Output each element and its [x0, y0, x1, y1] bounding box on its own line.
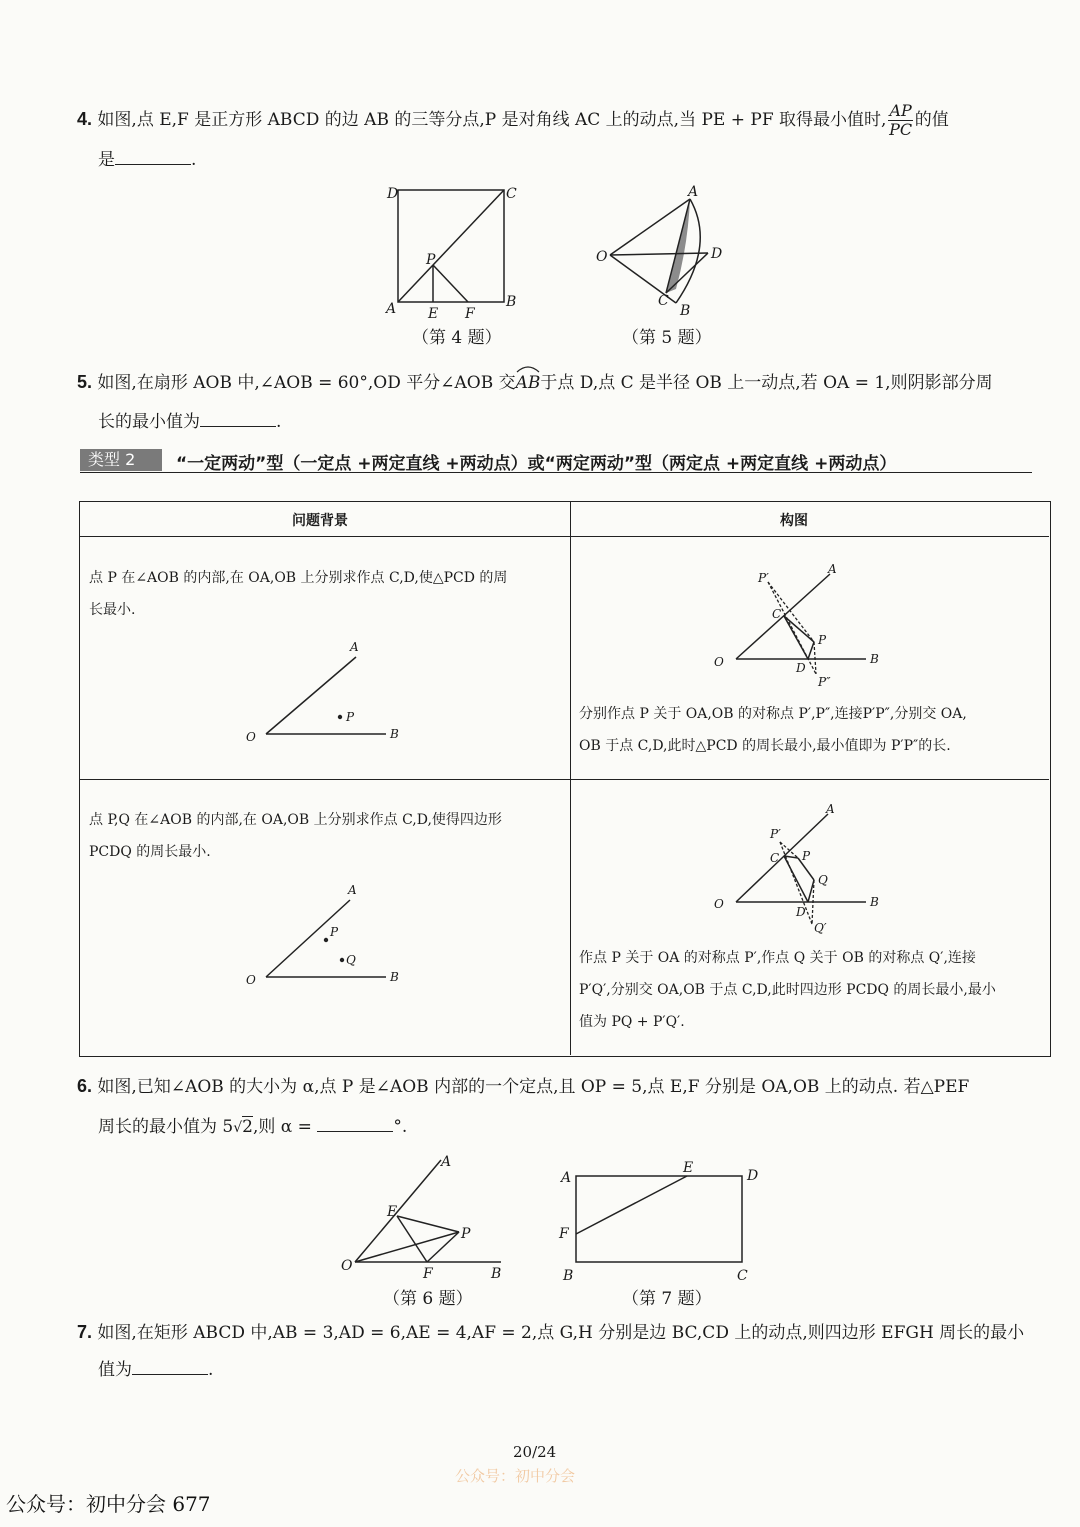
caption-figure-5: （第 5 题）	[622, 328, 712, 348]
segment-od	[610, 253, 708, 255]
problem-text: .	[191, 150, 197, 170]
table-row-divider	[80, 779, 1049, 780]
caption-figure-7: （第 7 题）	[622, 1289, 712, 1309]
ray-oa	[266, 657, 356, 734]
label-a: A	[561, 1170, 572, 1186]
segment-pf	[433, 265, 468, 302]
text-line: P′Q′,分别交 OA,OB 于点 C,D,此时四边形 PCDQ 的周长最小,最小	[579, 982, 996, 998]
label-b: B	[680, 303, 691, 319]
label-q: Q	[818, 873, 828, 887]
segment-cd	[784, 616, 808, 659]
segment-cp	[784, 616, 814, 642]
problem-7-line1	[77, 1322, 1024, 1343]
label-a: A	[386, 301, 397, 317]
caption-figure-4: （第 4 题）	[412, 328, 502, 348]
fraction-denominator: PC	[889, 120, 913, 139]
label-b: B	[506, 294, 517, 310]
problem-text: 如图,点 E,F 是正方形 ABCD 的边 AB 的三等分点,P 是对角线 AC 上的动点,当 PE + PF 取得最小值时,	[97, 110, 887, 130]
problem-4-line1	[77, 102, 949, 139]
row1-problem-figure	[240, 637, 400, 747]
problem-text: 值为	[98, 1360, 132, 1380]
problem-number: 4.	[77, 109, 93, 129]
problem-text: 于点 D,点 C 是半径 OB 上一动点,若 OA = 1,则阴影部分周	[540, 373, 993, 393]
arc-notation	[516, 373, 541, 393]
ray-oa	[736, 574, 830, 659]
arc-symbol	[516, 365, 540, 373]
label-o: O	[714, 897, 724, 911]
method-table	[79, 501, 1051, 1057]
row2-problem-text	[89, 804, 502, 868]
divider	[80, 472, 1032, 473]
label-b: B	[390, 970, 399, 984]
problem-6-line2	[98, 1115, 407, 1138]
problem-7-line2	[98, 1358, 213, 1380]
label-d: D	[747, 1168, 759, 1184]
table-header-background: 问题背景	[292, 513, 348, 529]
label-b: B	[563, 1268, 574, 1283]
problem-text: 长的最小值为	[98, 412, 200, 432]
answer-blank[interactable]	[317, 1115, 393, 1132]
problem-text: 如图,已知∠AOB 的大小为 α,点 P 是∠AOB 内部的一个定点,且 OP = 5,点 E,F 分别是 OA,OB 上的动点. 若△PEF	[97, 1077, 970, 1097]
label-b: B	[870, 652, 879, 666]
text-line: OB 于点 C,D,此时△PCD 的周长最小,最小值即为 P′P″的长.	[579, 738, 951, 754]
label-p-prime: P′	[758, 571, 769, 585]
label-p: P	[818, 633, 827, 647]
problem-number: 7.	[77, 1322, 93, 1342]
problem-6-line1	[77, 1076, 969, 1097]
label-o: O	[246, 730, 256, 744]
figure-7	[553, 1158, 773, 1283]
row1-problem-text	[89, 562, 507, 626]
figure-5	[590, 185, 730, 325]
answer-blank[interactable]	[132, 1358, 208, 1375]
label-f: F	[423, 1266, 433, 1280]
text-line: 值为 PQ + P′Q′.	[579, 1014, 685, 1030]
table-header-construction: 构图	[780, 513, 808, 529]
row2-construction-text	[579, 942, 996, 1038]
fraction-numerator: AP	[889, 101, 912, 120]
dashed-pp2	[814, 642, 816, 674]
label-p-double-prime: P″	[818, 675, 831, 689]
point-p	[324, 938, 328, 942]
label-p: P	[346, 710, 355, 724]
row2-construction-figure	[710, 802, 890, 937]
problem-text: 如图,在扇形 AOB 中,∠AOB = 60°,OD 平分∠AOB 交	[97, 373, 516, 393]
label-d: D	[796, 905, 806, 919]
label-b: B	[870, 895, 879, 909]
segment-fe	[576, 1176, 687, 1234]
label-a: A	[441, 1154, 452, 1170]
label-e: E	[683, 1160, 694, 1176]
label-c: C	[772, 607, 782, 621]
label-o: O	[341, 1258, 353, 1274]
label-c: C	[737, 1268, 748, 1283]
text-line: 点 P,Q 在∠AOB 的内部,在 OA,OB 上分别求作点 C,D,使得四边形	[89, 812, 502, 828]
watermark: 公众号：初中分会	[455, 1467, 576, 1485]
sqrt-radicand: 2	[242, 1117, 253, 1137]
problem-text: ,则 α =	[252, 1117, 312, 1137]
account-label: 公众号：初中分会 677	[6, 1492, 211, 1516]
text-line: PCDQ 的周长最小.	[89, 844, 211, 860]
ray-oa	[355, 1160, 441, 1262]
text-line: 点 P 在∠AOB 的内部,在 OA,OB 上分别求作点 C,D,使△PCD 的周	[89, 570, 508, 586]
answer-blank[interactable]	[200, 410, 276, 427]
label-q-prime: Q′	[814, 921, 827, 935]
label-o: O	[714, 655, 724, 669]
segment-pd	[808, 642, 814, 659]
row1-construction-text	[579, 698, 967, 762]
label-p: P	[802, 849, 811, 863]
label-e: E	[387, 1204, 398, 1220]
figure-6	[335, 1150, 515, 1280]
problem-text: 如图,在矩形 ABCD 中,AB = 3,AD = 6,AE = 4,AF = 2,点 G,H 分别是边 BC,CD 上的动点,则四边形 EFGH 周长的最小	[97, 1323, 1025, 1343]
label-f: F	[465, 306, 475, 322]
figure-4	[380, 180, 530, 330]
diagonal-ac	[398, 190, 504, 302]
label-p: P	[330, 925, 339, 939]
label-d: D	[796, 661, 806, 675]
label-e: E	[428, 306, 439, 322]
rectangle-abcd	[576, 1176, 742, 1262]
problem-text: 的值	[914, 110, 949, 130]
row2-problem-figure	[240, 880, 400, 990]
problem-4-line2	[98, 148, 196, 170]
ray-oa	[736, 814, 828, 902]
text-line: 分别作点 P 关于 OA,OB 的对称点 P′,P″,连接P′P″,分别交 OA,	[579, 706, 967, 722]
problem-text: 是	[98, 150, 115, 170]
label-p-prime: P′	[770, 827, 781, 841]
text-line: 长最小.	[89, 602, 136, 618]
row1-construction-figure	[710, 562, 890, 692]
label-c: C	[506, 186, 517, 202]
fraction	[888, 102, 912, 139]
dashed-p1p2	[768, 582, 816, 674]
page-number: 20/24	[513, 1443, 557, 1461]
label-b: B	[390, 727, 399, 741]
type-2-badge: 类型 2	[80, 449, 162, 471]
label-d: D	[711, 246, 723, 262]
problem-number: 6.	[77, 1076, 93, 1096]
label-o: O	[246, 973, 256, 987]
arc-label: AB	[515, 373, 541, 393]
problem-text: °.	[393, 1117, 408, 1137]
problem-number: 5.	[77, 372, 93, 392]
label-b: B	[491, 1266, 502, 1280]
point-q	[340, 958, 344, 962]
label-a: A	[828, 562, 837, 576]
text-line: 作点 P 关于 OA 的对称点 P′,作点 Q 关于 OB 的对称点 Q′,连接	[579, 950, 976, 966]
label-a: A	[688, 185, 699, 200]
label-a: A	[826, 802, 835, 816]
problem-text: .	[276, 412, 282, 432]
label-q: Q	[346, 953, 356, 967]
label-a: A	[350, 640, 359, 654]
type-2-title: “一定两动”型（一定点 +两定直线 +两动点）或“两定两动”型（两定点 +两定直线 +两动点）	[176, 454, 897, 474]
sqrt-symbol: √	[233, 1120, 243, 1136]
problem-5-line2	[98, 410, 281, 432]
point-p	[338, 715, 342, 719]
label-a: A	[348, 883, 357, 897]
label-c: C	[770, 851, 780, 865]
caption-figure-6: （第 6 题）	[383, 1289, 473, 1309]
label-p: P	[461, 1226, 471, 1242]
label-p: P	[426, 252, 436, 268]
problem-text: 周长的最小值为 5	[98, 1117, 234, 1137]
label-c: C	[658, 293, 669, 309]
label-o: O	[596, 249, 608, 265]
table-header-divider	[80, 536, 1049, 537]
problem-5-line1	[77, 372, 993, 393]
label-f: F	[559, 1226, 569, 1242]
label-d: D	[387, 186, 399, 202]
problem-text: .	[208, 1360, 214, 1380]
answer-blank[interactable]	[115, 148, 191, 165]
